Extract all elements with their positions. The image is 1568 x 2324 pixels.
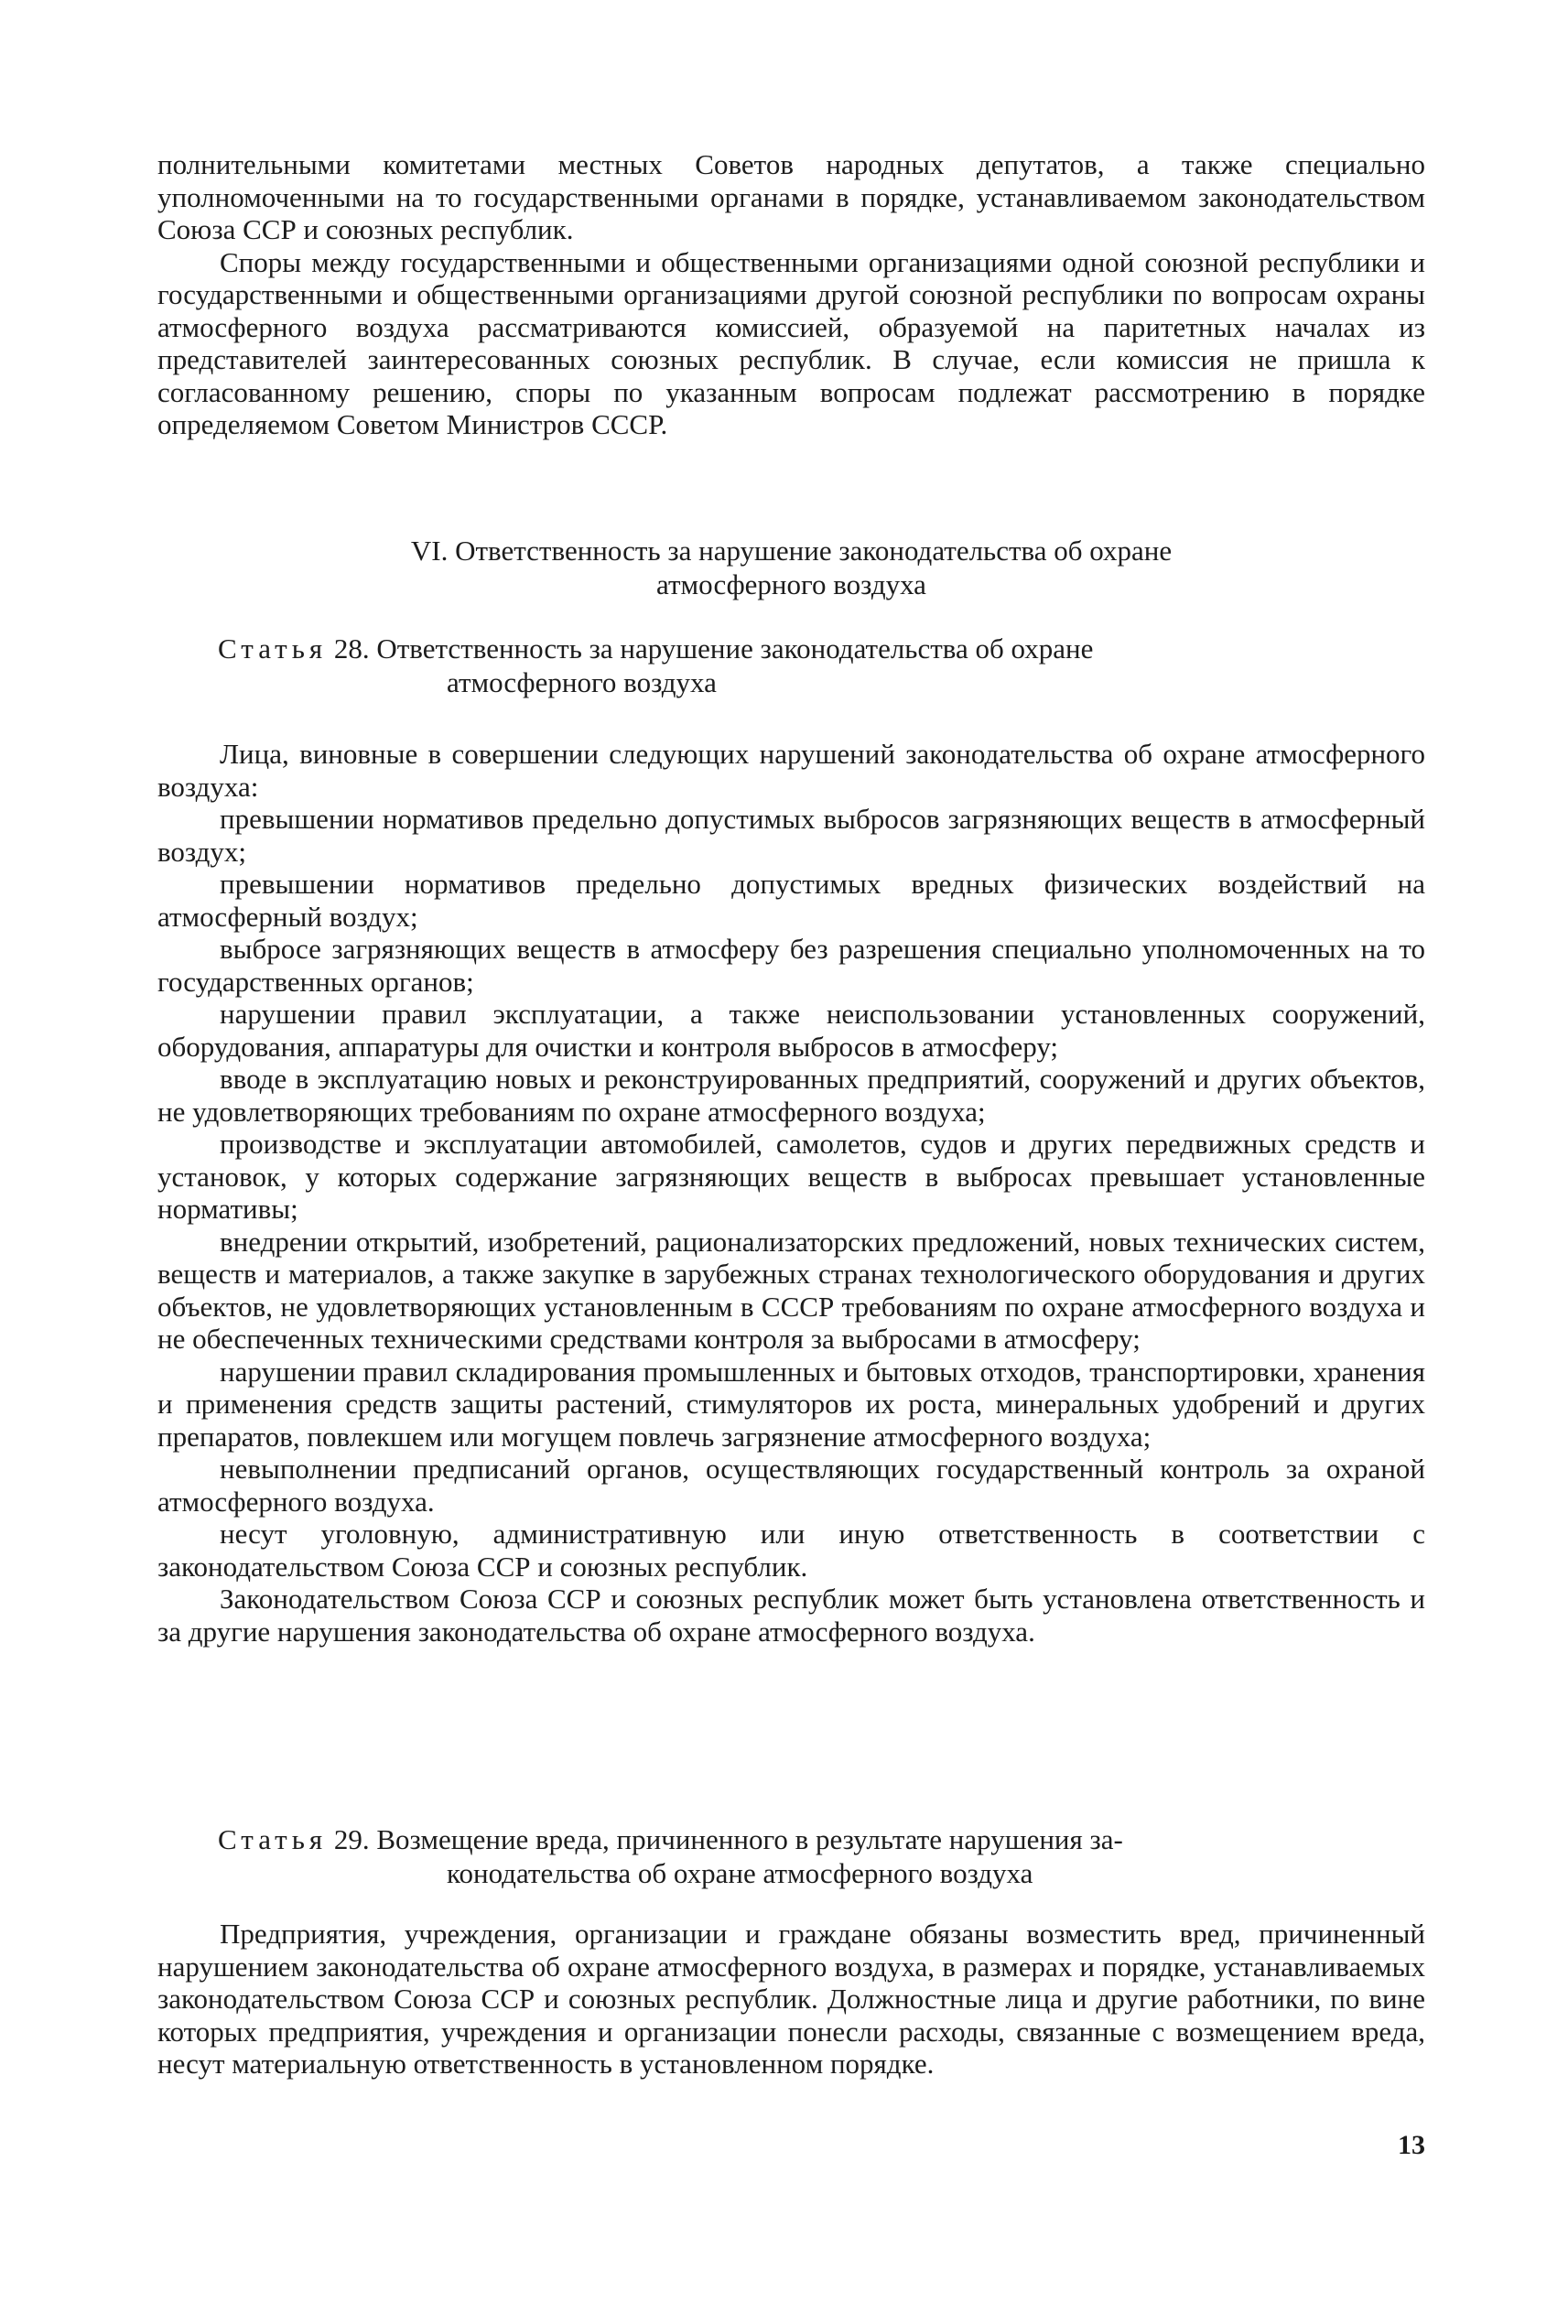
list-item: нарушении правил эксплуатации, а также неиспользовании установленных сооружений, оборудования, аппаратуры для очистки и контроля выбросов в атмосферу; — [157, 998, 1425, 1063]
article-title-line: Возмещение вреда, причиненного в результате нарушения за- — [376, 1823, 1123, 1855]
article-29-heading — [218, 1822, 1425, 1890]
article-29-body — [157, 1918, 1425, 2081]
list-item: вводе в эксплуатацию новых и реконструированных предприятий, сооружений и других объектов, не удовлетворяющих требованиям по охране атмосферного воздуха; — [157, 1063, 1425, 1128]
paragraph: полнительными комитетами местных Советов народных депутатов, а также специально уполномоченными на то государственными органами в порядке, устанавливаемом законодательством Союза ССР и союзных республик. — [157, 148, 1425, 245]
section-heading — [157, 534, 1425, 601]
article-title-line: атмосферного воздуха — [447, 666, 717, 698]
list-item: невыполнении предписаний органов, осуществляющих государственный контроль за охраной атмосферного воздуха. — [157, 1453, 1425, 1518]
article-number: 29. — [333, 1823, 370, 1855]
list-item: превышении нормативов предельно допустимых вредных физических воздействий на атмосферный воздух; — [157, 868, 1425, 933]
list-item: производстве и эксплуатации автомобилей, самолетов, судов и других передвижных средств и установок, у которых содержание загрязняющих веществ в выбросах превышает установленные нормативы; — [157, 1128, 1425, 1225]
list-item: внедрении открытий, изобретений, рационализаторских предложений, новых технических систем, веществ и материалов, а также закупке в зарубежных странах технологического оборудования и других объектов, не удовлетворяющих установленным в СССР требованиям по охране атмосферного воздуха и не обеспеченных техническими средствами контроля за выбросами в атмосферу; — [157, 1225, 1425, 1355]
article-28-heading — [218, 632, 1425, 699]
article-title-line: Ответственность за нарушение законодательства об охране — [376, 632, 1094, 665]
paragraph: несут уголовную, административную или иную ответственность в соответствии с законодательством Союза ССР и союзных республик. — [157, 1518, 1425, 1583]
list-item: выбросе загрязняющих веществ в атмосферу без разрешения специально уполномоченных на то государственных органов; — [157, 933, 1425, 998]
paragraph: Споры между государственными и общественными организациями одной союзной республики и государственными и общественными организациями другой союзной республики по вопросам охраны атмосферного воздуха рассматриваются комиссией, образуемой на паритетных началах из представителей заинтересованных союзных республик. В случае, если комиссия не пришла к согласованному решению, споры по указанным вопросам подлежат рассмотрению в порядке определяемом Советом Министров СССР. — [157, 245, 1425, 440]
article-label: Статья — [218, 1823, 328, 1855]
page-number: 13 — [1398, 2130, 1425, 2160]
section-title-line: атмосферного воздуха — [656, 568, 926, 600]
paragraph: Законодательством Союза ССР и союзных республик может быть установлена ответственность и за другие нарушения законодательства об охране атмосферного воздуха. — [157, 1583, 1425, 1648]
intro-text — [157, 148, 1425, 441]
article-28-body — [157, 738, 1425, 1648]
paragraph: Лица, виновные в совершении следующих нарушений законодательства об охране атмосферного воздуха: — [157, 738, 1425, 803]
article-label: Статья — [218, 632, 328, 665]
article-number: 28. — [333, 632, 370, 665]
paragraph: Предприятия, учреждения, организации и граждане обязаны возместить вред, причиненный нарушением законодательства об охране атмосферного воздуха, в размерах и порядке, устанавливаемых законодательством Союза ССР и союзных республик. Должностные лица и другие работники, по вине которых предприятия, учреждения и организации понесли расходы, связанные с возмещением вреда, несут материальную ответственность в установленном порядке. — [157, 1918, 1425, 2080]
list-item: нарушении правил складирования промышленных и бытовых отходов, транспортировки, хранения и применения средств защиты растений, стимуляторов их роста, минеральных удобрений и других препаратов, повлекшем или могущем повлечь загрязнение атмосферного воздуха; — [157, 1355, 1425, 1453]
section-title-line: VI. Ответственность за нарушение законодательства об охране — [410, 535, 1173, 567]
list-item: превышении нормативов предельно допустимых выбросов загрязняющих веществ в атмосферный воздух; — [157, 803, 1425, 868]
article-title-line: конодательства об охране атмосферного воздуха — [447, 1857, 1033, 1889]
